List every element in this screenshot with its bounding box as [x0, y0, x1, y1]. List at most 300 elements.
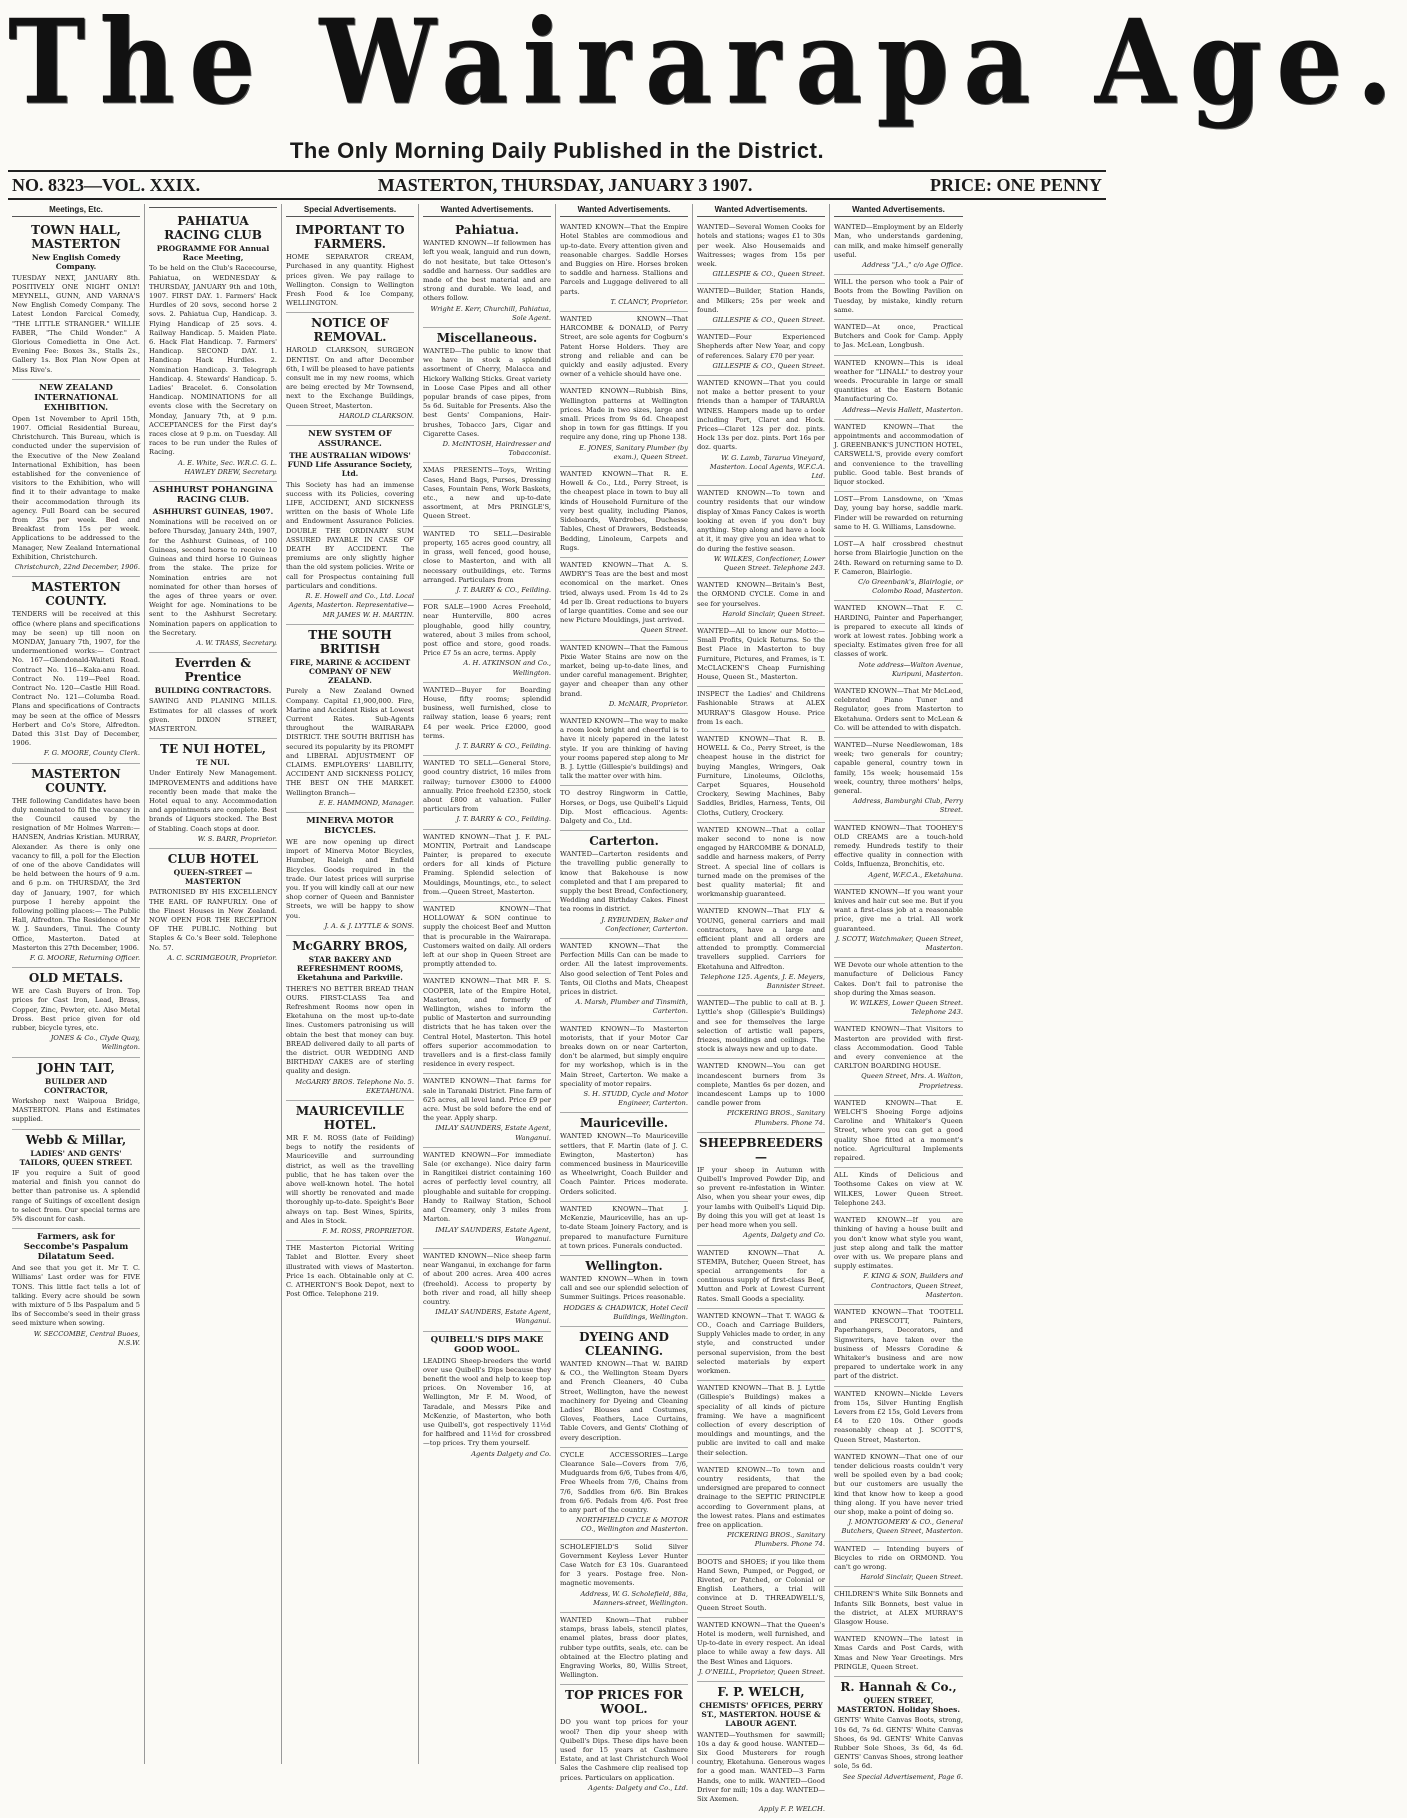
ad-body: WE are Cash Buyers of Iron. Top prices for Cast Iron, Lead, Brass, Copper, Zinc, Pewter, etc. Also Metal Dross. Best price given for old rubber, bicycle tyres, etc.: [12, 987, 140, 1033]
ad-signature: T. CLANCY, Proprietor.: [610, 297, 688, 306]
ad-signature: D. McINTOSH, Hairdresser and Tobacconist.: [442, 440, 551, 458]
ad-body: BOOTS and SHOES; if you like them Hand Sewn, Pumped, or Pegged, or Riveted, or Patched, or Colonial or English Leathers, a trial will convince at D. THREADWELL'S, Queen Street South.: [697, 1557, 825, 1612]
column-header: Wanted Advertisements.: [697, 204, 825, 217]
ad-body: WANTED—Nurse Needlewoman, 18s week; two generals for country; capable general, country town in family, 15s week; housemaid 15s week, country, three mothers' helps, general.: [834, 740, 963, 795]
advertisement: [423, 1148, 551, 1249]
ad-body: SAWING AND PLANING MILLS. Estimates for all classes of work given. DIXON STREET, MASTERTON.: [149, 697, 277, 733]
ad-body: WANTED KNOWN—That R. B. HOWELL & Co., Perry Street, is the cheapest house in the district for buying Mangles, Wringers, Oak Furniture, Linoleums, Oilcloths, Carpet Squares, Household Crockery, Sewing Machines, Baby Saddles, Bridles, Harness, Tents, Oil Cloths, Cutlery, Crockery.: [697, 734, 825, 817]
advertisement: [834, 1542, 963, 1588]
ad-body: THERE'S NO BETTER BREAD THAN OURS. FIRST-CLASS Tea and Refreshment Rooms now open in Eketahuna on the most up-to-date lines. Customers patronising us will obtain the best that money can buy. BREAD delivered daily to all parts of the district. OUR WEDDING AND BIRTHDAY CAKES are of sterling quality and design.: [286, 984, 414, 1076]
ad-body: WANTED KNOWN—Nice sheep farm near Wanganui, in exchange for farm of about 200 acres. Area 400 acres (freehold). Access to property by both river and road, all hilly sheep country.: [423, 1251, 551, 1306]
advertisement: [697, 823, 825, 905]
ad-body: LOST—A half crossbred chestnut horse from Blairlogie Junction on the 24th. Reward on returning same to D. F. Cameron, Blairlogie.: [834, 540, 963, 576]
ad-signature: W. WILKES, Confectioner, Lower Queen Street. Telephone 243.: [713, 554, 825, 572]
columns-container: [8, 204, 1106, 1814]
advertisement: [834, 1450, 963, 1542]
ad-signature: GILLESPIE & CO., Queen Street.: [712, 361, 825, 370]
advertisement: [834, 1022, 963, 1095]
advertisement: [697, 578, 825, 624]
ad-body: INSPECT the Ladies' and Childrens Fashionable Straws at ALEX MURRAY'S Glasgow House. Price from 1s each.: [697, 690, 825, 726]
ad-heading: MINERVA MOTOR BICYCLES.: [306, 815, 394, 836]
ad-body: WANTED KNOWN—That the Queen's Hotel is modern, well furnished, and Up-to-date in every respect. An ideal place to while away a few days. All the Best Wines and Liquors.: [697, 1620, 825, 1666]
ad-signature: HODGES & CHADWICK, Hotel Cecil Buildings, Wellington.: [563, 1303, 688, 1321]
ad-signature: E. E. HAMMOND, Manager.: [318, 798, 414, 807]
advertisement: [286, 1241, 414, 1303]
ad-heading: MASTERTON COUNTY.: [31, 766, 121, 795]
ad-body: WANTED KNOWN—If fellowmen has left you weak, languid and run down, do not hesitate, but take Otteson's saddle and harness. Our saddles are made of the best material and are strong and durable. We lead, and others follow.: [423, 239, 551, 303]
advertisement: [423, 527, 551, 600]
ad-signature: JONES & Co., Clyde Quay, Wellington.: [50, 1034, 140, 1052]
advertisement: [423, 220, 551, 328]
ad-heading: IMPORTANT TO FARMERS.: [295, 223, 405, 252]
ad-signature: J. MONTGOMERY & CO., General Butchers, Queen Street, Masterton.: [841, 1518, 963, 1536]
ad-body: TENDERS will be received at this office (where plans and specifications may be seen) up till noon on MONDAY, January 7th, 1907, for the undermentioned works:— Contract No. 167—Glendonald-Waiteti Road. Contract No. 116—Kaka-anu Road. Contract No. 119—Peel Road. Contract No. 120—Castle Hill Road. Contract No. 121—Columba Road. Plans and specifications of Contracts may be seen at the office of Messrs Herbert and Co's Store, Alfredton. Dated this 31st Day of December, 1906.: [12, 610, 140, 748]
ad-signature: See Special Advertisement, Page 6.: [842, 1772, 963, 1781]
advertisement: [697, 1555, 825, 1618]
ad-body: WANTED KNOWN—That Visitors to Masterton are provided with first-class Accommodation. Good Table and every convenience at the CARLTON BOARDING HOUSE.: [834, 1025, 963, 1071]
ad-body: WANTED KNOWN—That the Perfection Mills Can can be made to order. All the latest improvements. Also good selection of Tent Poles and Tents, Oil Cloths and Mats, Cheapest prices in district.: [560, 942, 688, 997]
advertisement: [560, 831, 688, 939]
dateline: [8, 170, 1106, 200]
ad-body: THE Masterton Pictorial Writing Tablet and Blotter. Every sheet illustrated with views of Masterton. Price 1s each. Obtainable only at C. C. ATHERTON'S Book Depot, next to Post Office. Telephone 219.: [286, 1244, 414, 1299]
ad-signature: PICKERING BROS., Sanitary Plumbers. Phone 74.: [727, 1531, 825, 1549]
ad-subheading: CHEMISTS' OFFICES, PERRY ST., MASTERTON. HOUSE & LABOUR AGENT.: [699, 1701, 823, 1729]
ad-signature: GILLESPIE & CO., Queen Street.: [712, 270, 825, 279]
ad-body: CYCLE ACCESSORIES—Large Clearance Sale—Covers from 7/6, Mudguards from 6/6, Tubes from 4/6, Free Wheels from 7/6, Chains from 7/6, Saddles from 6/6. Bin Brakes from 6/6. Pedals from 4/6. Post free to any part of the country.: [560, 1450, 688, 1514]
ad-body: WILL the person who took a Pair of Boots from the Bowling Pavilion on Tuesday, by mistake, kindly return same.: [834, 278, 963, 314]
ad-body: WANTED KNOWN—When in town call and see our splendid selection of Summer Suitings. Prices reasonable.: [560, 1274, 688, 1302]
advertisement: [834, 601, 963, 684]
advertisement: [423, 328, 551, 463]
ad-body: WANTED—Carterton residents and the travelling public generally to know that Bakehouse is now completed and that I am prepared to supply the best Bread, Confectionery, Wedding and Birthday Cakes. Finest tea rooms in district.: [560, 850, 688, 914]
ad-body: Nominations will be received on or before Thursday, January 24th, 1907, for the Ashhurst Guineas, of 100 Guineas, second horse to receive 10 Guineas and third horse 10 Guineas from the stake. The prize for Nomination entries are not nominated for other than horses of the ages of three years or over. Weight for age. Nominations to be sent to the Ashhurst Secretary. Nomination papers on application to the Secretary.: [149, 518, 277, 637]
ad-signature: E. JONES, Sanitary Plumber (by exam.), Queen Street.: [579, 443, 688, 461]
ad-signature: HAROLD CLARKSON.: [338, 411, 414, 420]
ad-body: WANTED KNOWN—That TOOHEY'S OLD CREAMS are a touch-hold remedy. Hundreds testify to their effective quality in connection with Colds, Influenza, Bronchitis, etc.: [834, 823, 963, 869]
ad-heading: NEW ZEALAND INTERNATIONAL EXHIBITION.: [34, 382, 118, 413]
ad-subheading: LADIES' AND GENTS' TAILORS, QUEEN STREET.: [19, 1148, 133, 1167]
ad-signature: R. E. Howell and Co., Ltd. Local Agents, Masterton. Representative—MR JAMES W. H. MARTIN.: [288, 592, 414, 619]
advertisement: [834, 1632, 963, 1677]
ad-body: HOME SEPARATOR CREAM, Purchased in any quantity. Highest prices given. We pay railage to Wellington. Consign to Wellington Fresh Food & Ice Company, WELLINGTON.: [286, 253, 414, 308]
advertisement: [697, 1463, 825, 1555]
column-header: Wanted Advertisements.: [834, 204, 963, 217]
advertisement: [560, 467, 688, 558]
ad-body: Open 1st November to April 15th, 1907. Official Residential Bureau, Christchurch. This Bureau, which is conducted under the supervision of the Executive of the New Zealand International Exhibition, has been established for the convenience of visitors to the Exhibition, who will find it to their advantage to make their accommodation through its agency. Full Board can be secured from 25s per week. Bed and Breakfast from 15s per week. Applications to be addressed to the Manager, New Zealand International Exhibition, Christchurch.: [12, 414, 140, 561]
advertisement: [834, 958, 963, 1022]
ad-signature: J. T. BARRY & CO., Feilding.: [456, 741, 551, 750]
ad-body: WANTED—All to know our Motto:— Small Profits, Quick Returns. So the Best Place in Masterton to buy Furniture, Pictures, and Frames, is T. McCLACKEN'S Cheap Furnishing House, Queen St., Masterton.: [697, 626, 825, 681]
ad-heading: NEW SYSTEM OF ASSURANCE.: [308, 429, 392, 450]
ad-body: LEADING Sheep-breeders the world over use Quibell's Dips because they benefit the wool and help to keep top prices. On November 16, at Wellington, Mr F. M. Wood, of Taradale, and Messrs Pike and McKenzie, of Masterton, who both use Quibell's, got respectively 11½d for halfbred and 11½d for crossbred—top prices. Try them yourself.: [423, 1356, 551, 1448]
ad-signature: S. H. STUDD, Cycle and Motor Engineer, Carterton.: [583, 1090, 688, 1108]
ad-body: WANTED KNOWN—That TOOTELL and PRESCOTT, Painters, Paperhangers, Decorators, and Signwriters, have taken over the business of Messrs Coradine & Whitaker's business and are now prepared to undertake work in any part of the district.: [834, 1307, 963, 1381]
ad-body: WANTED KNOWN—That the appointments and accommodation of J. GREENBANK'S JUNCTION HOTEL, CARSWELL'S, provide every comfort and convenience to the travelling public. Good table. Best brands of liquor stocked.: [834, 422, 963, 487]
advertisement: [286, 313, 414, 426]
ad-heading: ASHHURST POHANGINA RACING CLUB.: [152, 485, 274, 506]
ad-signature: Agent, W.F.C.A., Eketahuna.: [868, 870, 963, 879]
ad-body: WANTED KNOWN—That you could not make a better present to your friends than a hamper of TARARUA WINES. Hampers made up to order including Port, Claret and Hock. Prices—Claret 12s per doz. pints. Hock 13s per doz. pints. Port 16s per doz. quarts.: [697, 379, 825, 452]
ad-signature: Agents: Dalgety and Co., Ltd.: [588, 1783, 688, 1792]
advertisement: [560, 1685, 688, 1797]
ad-signature: A. E. White, Sec. W.R.C. G. L. HAWLEY DREW, Secretary.: [177, 458, 277, 476]
advertisement: [423, 600, 551, 683]
ad-body: WANTED KNOWN—That HARCOMBE & DONALD, of Perry Street, are sole agents for Cogburn's Patent Horse Holders. They are strong and reliable and can be quickly and easily adjusted. Every owner of a vehicle should have one.: [560, 315, 688, 379]
column-header: Special Advertisements.: [286, 204, 414, 217]
advertisement: [697, 996, 825, 1059]
advertisement: [834, 738, 963, 821]
column-1: [8, 204, 145, 1764]
ad-signature: F. G. MOORE, County Clerk.: [43, 749, 140, 758]
ad-body: WANTED KNOWN—Britain's Best, the ORMOND CYCLE. Come in and see for yourselves.: [697, 581, 825, 608]
ad-signature: Harold Sinclair, Queen Street.: [860, 1573, 963, 1582]
advertisement: [697, 220, 825, 284]
ad-body: IF you require a Suit of good material and finish you cannot do better than patronise us. A splendid range of Suitings of excellent design to select from. Our special terms are 5% discount for cash.: [12, 1169, 140, 1224]
ad-signature: W. SECCOMBE, Central Buoes, N.S.W.: [33, 1329, 140, 1347]
advertisement: [12, 968, 140, 1057]
ad-body: WANTED KNOWN—If you are thinking of having a house built and you don't know what style you want, just step along and talk the matter over with us. We prepare plans and supply estimates.: [834, 1216, 963, 1271]
advertisement: [834, 1213, 963, 1305]
ad-subheading: BUILDER AND CONTRACTOR,: [44, 1076, 108, 1095]
advertisement: [834, 320, 963, 356]
ad-signature: McGARRY BROS. Telephone No. 5. EKETAHUNA.: [295, 1077, 414, 1095]
advertisement: [560, 384, 688, 467]
ad-body: WANTED — Intending buyers of Bicycles to ride on ORMOND. You can't go wrong.: [834, 1544, 963, 1571]
ad-body: WANTED—Several Women Cooks for hotels and stations; wages £1 to 30s per week. Also Housemaids and Waitresses; wages from 15s per week.: [697, 223, 825, 269]
ad-signature: J. A. & J. LYTTLE & SONS.: [324, 921, 414, 930]
ad-signature: IMLAY SAUNDERS, Estate Agent, Wanganui.: [435, 1308, 551, 1326]
ad-body: WANTED—Employment by an Elderly Man, who understands gardening, can milk, and make himself generally useful.: [834, 223, 963, 259]
column-5: [556, 204, 693, 1792]
ad-signature: J. T. BARRY & CO., Feilding.: [456, 815, 551, 824]
advertisement: [286, 936, 414, 1101]
advertisement: [560, 220, 688, 312]
advertisement: [697, 376, 825, 486]
ad-body: Workshop next Waipoua Bridge, MASTERTON. Plans and Estimates supplied.: [12, 1097, 140, 1124]
ad-heading: Wellington.: [585, 1258, 663, 1273]
ad-signature: GILLESPIE & CO., Queen Street.: [712, 316, 825, 325]
ad-subheading: BUILDING CONTRACTORS.: [154, 686, 272, 696]
ad-signature: Wright E. Kerr, Churchill, Pahiatua, Sole Agent.: [430, 304, 551, 322]
ad-heading: MASTERTON COUNTY.: [31, 580, 121, 609]
ad-signature: A. H. ATKINSON and Co., Wellington.: [463, 659, 551, 677]
ad-body: PATRONISED BY HIS EXCELLENCY THE EARL OF RANFURLY. One of the Finest Houses in New Zealand. NOW OPEN FOR THE RECEPTION OF THE PUBLIC. Nothing but Staples & Co.'s Beer sold. Telephone No. 57.: [149, 888, 277, 952]
ad-signature: F. G. MOORE, Returning Officer.: [29, 954, 140, 962]
ad-signature: C/o Greenbank's, Blairlogie, or Colombo Road, Masterton.: [858, 577, 963, 596]
column-3: [282, 204, 419, 1764]
ad-signature: A. C. SCRIMGEOUR, Proprietor.: [167, 953, 277, 962]
ad-heading: OLD METALS.: [28, 971, 124, 986]
advertisement: [560, 1613, 688, 1685]
ad-signature: Address, Bamburghi Club, Perry Street.: [853, 797, 963, 815]
advertisement: [834, 1587, 963, 1632]
ad-body: WANTED KNOWN—That W. BAIRD & CO., the Wellington Steam Dyers and French Cleaners, 40 Cuba Street, Wellington, have the newest machinery for Dyeing and Cleaning Ladies' Blouses and Costumes, Gloves, Feathers, Lace Curtains, Table Covers, and Gents' Clothing of every description.: [560, 1359, 688, 1442]
ad-body: WANTED KNOWN—That FLY & YOUNG, general carriers and mail contractors, have a large and efficient plant and all orders are attended to promptly. Commercial travellers supplied. Carriers for Eketahuna and Alfredton.: [697, 907, 825, 971]
ad-body: ALL Kinds of Delicious and Toothsome Cakes on view at W. WILKES, Lower Queen Street. Telephone 243.: [834, 1171, 963, 1207]
ad-body: TO destroy Ringworm in Cattle, Horses, or Dogs, use Quibell's Liquid Dip. Most efficacious. Agents: Dalgety and Co., Ltd.: [560, 789, 688, 825]
advertisement: [560, 1202, 688, 1256]
ad-body: WANTED—Buyer for Boarding House, fifty rooms; splendid business, well furnished, close to railway station, lease 6 years; rent £4 per week. Price £2000, good terms.: [423, 685, 551, 740]
ad-signature: Apply F. P. WELCH.: [759, 1805, 825, 1814]
ad-heading: TOP PRICES FOR WOOL.: [565, 1688, 683, 1717]
ad-body: WANTED KNOWN—That B. J. Lyttle (Gillespie's Buildings) makes a speciality of all kinds of picture framing. We have a magnificent collection of every description of mouldings and mountings, and the public are invited to call and make their selection.: [697, 1384, 825, 1457]
advertisement: [560, 1022, 688, 1114]
advertisement: [697, 486, 825, 578]
ad-subheading: STAR BAKERY AND REFRESHMENT ROOMS, Eketahuna and Parkville.: [296, 954, 404, 983]
ad-subheading: ASHHURST GUINEAS, 1907.: [152, 507, 274, 517]
ad-body: WANTED KNOWN—That the Famous Pixie Water Stains are now on the market, being up-to-date lines, and under careful management. Brighter, gayer and cheaper than any other brand.: [560, 643, 688, 698]
advertisement: [423, 1249, 551, 1332]
ad-body: WANTED KNOWN—Nickle Levers from 15s, Silver Hunting English Levers from £2 15s, Gold Levers from £4 to £20 10s. Other goods reasonably cheap at J. SCOTT'S, Queen Street, Masterton.: [834, 1389, 963, 1444]
advertisement: [12, 577, 140, 763]
ad-signature: Address "J.A.," c/o Age Office.: [862, 261, 963, 270]
ad-signature: W. G. Lamb, Tararua Vineyard, Masterton. Local Agents, W.F.C.A. Ltd.: [709, 453, 825, 481]
ad-signature: A. Marsh, Plumber and Tinsmith, Carterton.: [575, 998, 688, 1016]
advertisement: [423, 683, 551, 756]
advertisement: [560, 786, 688, 831]
ad-subheading: THE AUSTRALIAN WIDOWS' FUND Life Assurance Society, Ltd.: [287, 451, 413, 479]
ad-body: WANTED KNOWN—For immediate Sale (or exchange). Nice dairy farm in Rangitikei district containing 160 acres of perfectly level country, all ploughable and suitable for cropping. Handy to Railway Station, School and Creamery, only 3 miles from Marton.: [423, 1150, 551, 1224]
ad-heading: R. Hannah & Co.,: [840, 1680, 957, 1695]
ad-signature: IMLAY SAUNDERS, Estate Agent, Wanganui.: [435, 1225, 551, 1243]
ad-heading: JOHN TAIT,: [37, 1060, 115, 1075]
advertisement: [834, 1677, 963, 1786]
advertisement: [697, 904, 825, 996]
advertisement: [697, 1133, 825, 1246]
advertisement: [834, 420, 963, 492]
advertisement: [560, 312, 688, 384]
ad-body: WE are now opening up direct import of Minerva Motor Bicycles, Humber, Raleigh and Enfield Bicycles. Goods required in the trade. Our latest prices will surprise you. If you will kindly call at our new shop corner of Queen and Bannister Streets, we will be happy to show you.: [286, 837, 414, 920]
advertisement: [834, 821, 963, 885]
ad-body: WANTED KNOWN—That a collar maker second to none is now engaged by HARCOMBE & DONALD, saddle and harness makers, of Perry Street. A special line of collars is turned made on the premises of the best quality material; fit and workmanship guaranteed.: [697, 825, 825, 899]
column-header: Meetings, Etc.: [12, 204, 140, 217]
ad-body: WANTED KNOWN—Rubbish Bins, Wellington patterns at Wellington prices. Made in two sizes, large and small. Prices from 9s 6d. Cheapest shop in town for gas fittings. If you require any done, ring up Phone 138.: [560, 387, 688, 442]
ad-body: WANTED KNOWN—You can get incandescent burners from 3s complete, Mantles 6s per dozen, and incandescent Lamps up to 1000 candle power from: [697, 1062, 825, 1108]
ad-body: WE Devote our whole attention to the manufacture of Delicious Fancy Cakes. Don't fail to patronise the shop during the Xmas season.: [834, 961, 963, 997]
ad-signature: Telephone 125. Agents, J. E. Meyers, Bannister Street.: [700, 972, 825, 991]
ad-body: XMAS PRESENTS—Toys, Writing Cases, Hand Bags, Purses, Dressing Cases, Fountain Pens, Work Baskets, etc., a new and up-to-date assortment, at Mrs PRINGLE'S, Queen Street.: [423, 466, 551, 521]
advertisement: [423, 1332, 551, 1463]
ad-signature: W. WILKES, Lower Queen Street. Telephone 243.: [849, 999, 963, 1017]
ad-body: DO you want top prices for your wool? Then dip your sheep with Quibell's Dips. These dips have been used for 15 years at Cashmere Estate, and at last Christchurch Wool Sales the Cashmere clip realised top prices. Particulars on application.: [560, 1718, 688, 1782]
ad-signature: W. S. BARR, Proprietor.: [197, 834, 277, 843]
ad-body: WANTED KNOWN—That E. WELCH'S Shoeing Forge adjoins Caroline and Whitaker's Queen Street, where you can get a good quality Shoe fitted at a moment's notice. Agricultural Implements repaired.: [834, 1098, 963, 1163]
ad-heading: F. P. WELCH,: [717, 1685, 805, 1700]
advertisement: [834, 1387, 963, 1450]
advertisement: [12, 1229, 140, 1352]
ad-signature: Christchurch, 22nd December, 1906.: [14, 563, 140, 572]
ad-heading: NOTICE OF REMOVAL.: [311, 316, 389, 345]
advertisement: [697, 1618, 825, 1682]
ad-signature: J. SCOTT, Watchmaker, Queen Street, Masterton.: [835, 934, 963, 953]
ad-heading: MAURICEVILLE HOTEL.: [295, 1104, 405, 1133]
ad-body: And see that you get it. Mr T. C. Williams' Last order was for FIVE TONS. This little fact tells a lot of talking. Every acre should be sown with mixture of 5 lbs Paspalum and 5 lbs of Seccombe's seed in their grass seed mixture when sowing.: [12, 1264, 140, 1328]
advertisement: [560, 1256, 688, 1327]
ad-body: WANTED KNOWN—To town and country residents that our window display of Xmas Fancy Cakes is worth looking at even if you don't buy anything. Step along and have a look at it, it may give you an idea what to do during the festive season.: [697, 489, 825, 553]
ad-signature: Agents Dalgety and Co.: [471, 1449, 551, 1458]
ad-heading: Miscellaneous.: [436, 331, 538, 346]
advertisement: [697, 732, 825, 823]
tagline: The Only Morning Daily Published in the District.: [289, 138, 825, 163]
column-header: Wanted Advertisements.: [423, 204, 551, 217]
advertisement: [560, 1540, 688, 1613]
advertisement: [834, 537, 963, 601]
ad-signature: Address, W. G. Scholefield, 88a, Manners-street, Wellington.: [580, 1589, 688, 1607]
advertisement: [834, 356, 963, 420]
ad-body: TUESDAY NEXT, JANUARY 8th. POSITIVELY ONE NIGHT ONLY! MEYNELL, GUNN, AND VARNA'S New English Comedy Company. The Latest London Farcical Comedy, "THE LITTLE STRANGER." WILLIE FABER, "The Child Wonder." A Glorious Comedietta in One Act. Evening Fee: Boxes 3s., Stalls 2s., Gallery 1s. Box Plan Now Open at Miss Rive's.: [12, 273, 140, 374]
ad-signature: F. M. ROSS, PROPRIETOR.: [322, 1227, 414, 1236]
advertisement: [560, 641, 688, 714]
ad-body: MR F. M. ROSS (late of Feilding) begs to notify the residents of Mauriceville and surrounding district, as well as the travelling public, that he has taken over the above well-known hotel. The hotel will shortly be renovated and made thoroughly up-to-date. Speight's Beer always on tap. Best Wines, Spirits, and Ales in Stock.: [286, 1134, 414, 1225]
ad-body: GENTS' White Canvas Boots, strong, 10s 6d, 7s 6d. GENTS' White Canvas Shoes, 6s 9d. GENTS' White Canvas Rubber Sole Shoes, 3s 6d, 4s 6d. GENTS' Canvas Shoes, strong leather sole, 5s 6d.: [834, 1716, 963, 1771]
ad-heading: Mauriceville.: [579, 1116, 669, 1131]
advertisement: [697, 1059, 825, 1132]
ad-subheading: TE NUI.: [196, 758, 230, 768]
issue-number: NO. 8323—VOL. XXIX.: [12, 174, 201, 195]
advertisement: [12, 1058, 140, 1130]
advertisement: [697, 330, 825, 376]
ad-heading: TOWN HALL, MASTERTON: [31, 223, 121, 252]
ad-body: FOR SALE—1900 Acres Freehold, near Hunterville, 800 acres ploughable, good hilly country, watered, about 3 miles from school, post office and store, good roads. Price £7 5s an acre, terms. Apply: [423, 603, 551, 658]
advertisement: [423, 463, 551, 526]
ad-heading: Farmers, ask for Seccombe's Paspalum Dilatatum Seed.: [23, 1232, 129, 1263]
ad-signature: IMLAY SAUNDERS, Estate Agent, Wanganui.: [435, 1124, 551, 1142]
ad-body: WANTED KNOWN—That farms for sale in Taranaki District. Fine farm of 625 acres, all level land. Price £9 per acre. Must be sold before the end of the year. Apply sharp.: [423, 1077, 551, 1123]
column-4: [419, 204, 556, 1764]
ad-body: WANTED KNOWN—If you want your knives and hair cut see me. But if you want a first-class job at a reasonable price, give me a trial. All work guaranteed.: [834, 887, 963, 933]
column-2: [145, 204, 282, 1764]
ad-signature: F. KING & SON, Builders and Contractors, Queen Street, Masterton.: [863, 1272, 963, 1299]
ad-body: This Society has had an immense success with its Policies, covering LIFE, ACCIDENT, AND SICKNESS written on the basis of Whole Life and Endowment Assurance Policies. DOUBLE THE ORDINARY SUM ASSURED PAYABLE IN CASE OF DEATH BY ACCIDENT. The premiums are only slightly higher than the old system policies. Write or call for Prospectus containing full particulars and conditions.: [286, 480, 414, 590]
advertisement: [834, 1305, 963, 1387]
advertisement: [12, 220, 140, 380]
advertisement: [149, 849, 277, 967]
ad-body: WANTED TO SELL—General Store, good country district, 16 miles from railway; turnover £3000 to £4000 annually. Price freehold £2350, stock about £800 at valuation. Fuller particulars from: [423, 759, 551, 814]
advertisement: [12, 380, 140, 577]
ad-heading: Pahiatua.: [455, 223, 519, 238]
ad-subheading: FIRE, MARINE & ACCIDENT COMPANY OF NEW ZEALAND.: [289, 657, 411, 686]
ad-body: WANTED KNOWN—That A. S. AWDRY'S Teas are the best and most economical on the market. Ones tried, always used. From 1s 4d to 2s 4d per lb. Great reductions to buyers of large quantities. Come and see our new Picture Mouldings, just arrived.: [560, 560, 688, 625]
ad-heading: QUIBELL'S DIPS MAKE GOOD WOOL.: [430, 1334, 544, 1355]
ad-subheading: PROGRAMME FOR Annual Race Meeting,: [156, 244, 270, 263]
ad-body: WANTED KNOWN—The way to make a room look bright and cheerful is to have it nicely papered in the latest style. If you are thinking of having your rooms papered step along to Mr B. J. Lyttle (Gillespie's buildings) and talk the matter over with him.: [560, 716, 688, 781]
ad-body: Under Entirely New Management. IMPROVEMENTS and additions have recently been made that make the Hotel equal to any. Accommodation and appointments are complete. Best brands of Liquors stocked. The Best of Stabling. Coach stops at door.: [149, 769, 277, 833]
advertisement: [560, 1327, 688, 1448]
ad-body: WANTED KNOWN—To town and country residents, that the undersigned are prepared to connect drainage to the SEPTIC PRINCIPLE according to Government plans, at the lowest rates. Plans and estimates free on application.: [697, 1465, 825, 1529]
column-header: [149, 204, 277, 208]
ad-heading: THE SOUTH BRITISH: [308, 627, 392, 656]
ad-signature: J. O'NEILL, Proprietor, Queen Street.: [698, 1667, 825, 1676]
ad-body: WANTED Known—That rubber stamps, brass labels, stencil plates, enamel plates, brass door plates, rubber type outfits, seals, etc. can be obtained at the Electro plating and Engraving Works, 80, Willis Street, Wellington.: [560, 1616, 688, 1680]
ad-body: To be held on the Club's Racecourse, Pahiatua, on WEDNESDAY & THURSDAY, JANUARY 9th and 10th, 1907. FIRST DAY. 1. Farmers' Hack Hurdles of 20 sovs, second horse 2 sovs. 2. Pahiatua Cup, Handicap. 3. Flying Handicap of 25 sovs. 4. Railway Handicap. 5. Maiden Plate. 6. Hack Flat Handicap. 7. Farmers' Handicap. SECOND DAY. 1. Handicap Hack Hurdles. 2. Nomination Handicap. 3. Telegraph Handicap. 4. Stewards' Handicap. 5. Ladies' Bracelet. 6. Consolation Handicap. NOMINATIONS for all events close with the Secretary on Monday, January 7th, at 9 p.m. ACCEPTANCES for the First day's races close at 9 p.m. on Tuesday. All races to be run under the Rules of Racing.: [149, 264, 277, 457]
ad-body: HAROLD CLARKSON, SURGEON DENTIST. On and after December 6th, I will be pleased to have patients consult me in my new rooms, which are being erected by Mr Townsend, next to the Exchange Buildings, Queen Street, Masterton.: [286, 346, 414, 410]
ad-body: WANTED KNOWN—The latest in Xmas Cards and Post Cards, with Xmas and New Year Greetings. Mrs PRINGLE, Queen Street.: [834, 1635, 963, 1671]
ad-signature: Queen Street.: [640, 626, 688, 635]
advertisement: [834, 885, 963, 958]
advertisement: [423, 902, 551, 974]
ad-signature: Harold Sinclair, Queen Street.: [722, 609, 825, 618]
place-date: MASTERTON, THURSDAY, JANUARY 3 1907.: [377, 174, 753, 195]
ad-body: WANTED KNOWN—This is ideal weather for "LINALL" to destroy your weeds. Procurable in large or small quantities at the Eastern Botanic Manufacturing Co.: [834, 358, 963, 404]
ad-body: LOST—From Lansdowne, on 'Xmas Day, young bay horse, saddle mark. Finder will be rewarded on returning same to H. G. Williams, Lansdowne.: [834, 495, 963, 531]
ad-heading: CLUB HOTEL: [167, 851, 259, 866]
ad-heading: Carterton.: [589, 834, 659, 849]
advertisement: [560, 1448, 688, 1540]
ad-signature: Note address—Walton Avenue, Kuripuni, Masterton.: [858, 660, 963, 678]
ad-heading: Webb & Millar,: [25, 1132, 127, 1147]
ad-body: WANTED KNOWN—That J. F. PAL-MONTIN, Portrait and Landscape Painter, is prepared to execute orders for all kinds of Picture Framing. Splendid selection of Mouldings, Mountings, etc., to select from.—Queen Street, Masterton.: [423, 832, 551, 896]
advertisement: [423, 974, 551, 1074]
advertisement: [149, 211, 277, 482]
advertisement: [286, 426, 414, 625]
advertisement: [697, 1682, 825, 1818]
ad-signature: Queen Street, Mrs. A. Walton, Proprietress.: [861, 1072, 963, 1090]
advertisement: [423, 830, 551, 902]
ad-body: WANTED—Four Experienced Shepherds after New Year, and copy of references. Salary £70 per year.: [697, 333, 825, 360]
ad-body: WANTED KNOWN—To Mauriceville settlers, that F. Martin (late of J. C. Ewington, Masterton) has commenced business in Mauriceville as Wheelwright, Coach Builder and Coach Painter. Prices moderate. Orders solicited.: [560, 1132, 688, 1196]
ad-body: WANTED KNOWN—That J. McKenzie, Mauriceville, has an up-to-date Steam Joinery Factory, and is prepared to manufacture Furniture at town prices. Funerals conducted.: [560, 1204, 688, 1250]
ad-body: WANTED KNOWN—That A. STEMPA, Butcher, Queen Street, has special arrangements for a continuous supply of first-class Beef, Mutton and Pork at Lowest Current Rates. Small Goods a speciality.: [697, 1248, 825, 1303]
advertisement: [834, 684, 963, 738]
advertisement: [834, 1168, 963, 1213]
ad-signature: D. McNAIR, Proprietor.: [608, 699, 688, 708]
advertisement: [834, 275, 963, 320]
ad-heading: TE NUI HOTEL,: [160, 742, 266, 757]
masthead: [8, 0, 1407, 136]
ad-signature: Agents, Dalgety and Co.: [743, 1231, 825, 1240]
ad-body: WANTED—The public to know that we have in stock a splendid assortment of Cherry, Malacca and Hickory Walking Sticks. Great variety in Loose Case Pipes and all other popular brands of case pipes, from 5s 6d. Suitable for Presents. Also the best Gents' Companions, Hair-brushes, Tobacco Jars, Cigar and Cigarette Cases.: [423, 347, 551, 438]
advertisement: [286, 625, 414, 813]
ad-body: WANTED KNOWN—That the Empire Hotel Stables are commodious and up-to-date. Every attention given and reasonable charges. Saddle Horses and Buggies on Hire. Horses broken to saddle and harness. Stallions and Parcels and Luggage delivered to all parts.: [560, 223, 688, 296]
ad-signature: J. RYBUNDEN, Baker and Confectioner, Carterton.: [601, 915, 688, 933]
ad-body: WANTED—Youthsmen for sawmill; 10s a day & good house. WANTED—Six Good Musterers for rough country, Eketahuna. Generous wages for a good man. WANTED—3 Farm Hands, one to milk. WANTED—Good Driver for mill; 10s a day. WANTED—Six Axemen.: [697, 1730, 825, 1804]
ad-subheading: QUEEN STREET, MASTERTON. Holiday Shoes.: [837, 1696, 960, 1715]
ad-body: THE following Candidates have been duly nominated to fill the vacancy in the Council caused by the resignation of Mr Holmes Warren:— HANSEN, Andrias Kristian. MURRAY, Alexander. As there is only one vacancy to fill, a poll for the Election of one of the above Candidates will be held between the hours of 9 a.m. and 6 p.m. on THURSDAY, the 3rd day of January, 1907, for which purpose I hereby appoint the following polling places:— The Public Hall, Alfredton. The Residence of Mr W. J. Saunders, Tinui. The County Office, Masterton. Dated at Masterton this 27th December, 1906.: [12, 796, 140, 952]
ad-body: WANTED—At once, Practical Butchers and Cook for Camp. Apply to Jas. McLean, Longbush.: [834, 323, 963, 350]
ad-body: WANTED TO SELL—Desirable property, 165 acres good country, all in grass, well fenced, good house, close to Masterton, and with all necessary outbuildings, etc. Terms arranged. Particulars from: [423, 529, 551, 584]
ad-subheading: New English Comedy Company.: [31, 253, 121, 272]
ad-heading: Everrden & Prentice: [174, 656, 252, 685]
advertisement: [12, 1130, 140, 1230]
ad-heading: PAHIATUA RACING CLUB: [164, 214, 262, 242]
advertisement: [697, 1309, 825, 1381]
ad-body: WANTED KNOWN—That R. E. Howell & Co., Ltd., Perry Street, is the cheapest place in town to buy all kinds of Household Furniture of the very best quality, including Pianos, Sideboards, Wardrobes, Duchesse Tables, Chest of Drawers, Bedsteads, Bedding, Linoleum, Carpets and Rugs.: [560, 470, 688, 552]
advertisement: [834, 492, 963, 537]
column-6: [693, 204, 830, 1814]
ad-subheading: QUEEN-STREET — MASTERTON: [173, 867, 253, 887]
advertisement: [286, 220, 414, 313]
advertisement: [834, 220, 963, 275]
advertisement: [149, 653, 277, 739]
advertisement: [149, 482, 277, 653]
advertisement: [560, 1113, 688, 1201]
ad-body: WANTED KNOWN—That T. WAGG & CO., Coach and Carriage Builders, Supply Vehicles made to order, in any style, and constructed under personal supervision, from the best selected materials by expert workmen.: [697, 1311, 825, 1375]
advertisement: [12, 764, 140, 969]
advertisement: [423, 756, 551, 829]
column-header: Wanted Advertisements.: [560, 204, 688, 217]
ad-body: IF your sheep in Autumn with Quibell's Improved Powder Dip, and so prevent re-infestation in Winter. Also, when you shear your ewes, dip your lambs with Quibell's Liquid Dip. By doing this you will get at least 1s per head more when you sell.: [697, 1165, 825, 1230]
advertisement: [697, 624, 825, 687]
ad-body: WANTED—The public to call at B. J. Lyttle's shop (Gillespie's Buildings) and see for themselves the large selection of artistic wall papers, friezes, mouldings and ceilings. The stock is always new and up to date.: [697, 999, 825, 1054]
ad-body: WANTED KNOWN—That HOLLOWAY & SON continue to supply the choicest Beef and Mutton that is procurable in the Wairarapa. Customers waited on daily. All orders left at our shop in Queen Street are promptly attended to.: [423, 905, 551, 969]
price: PRICE: ONE PENNY: [929, 174, 1102, 195]
ad-body: Purely a New Zealand Owned Company. Capital £1,900,000. Fire, Marine and Accident Risks at Lowest Current Rates. Sub-Agents throughout the WAIRARAPA DISTRICT. THE SOUTH BRITISH has secured its popularity by its PROMPT and LIBERAL ADJUSTMENT OF CLAIMS. EMPLOYERS' LIABILITY, ACCIDENT AND SICKNESS POLICY, THE BEST ON THE MARKET. Wellington Branch—: [286, 687, 414, 797]
advertisement: [697, 1246, 825, 1309]
ad-body: WANTED KNOWN—That Mr McLeod, celebrated Piano Tuner and Regulator, goes from Masterton to Eketahuna. Orders sent to McLean & Co. will be attended to with dispatch.: [834, 686, 963, 732]
advertisement: [560, 714, 688, 786]
ad-body: CHILDREN'S White Silk Bonnets and Infants Silk Bonnets, best value in the district, at ALEX MURRAY'S Glasgow House.: [834, 1590, 963, 1627]
ad-body: WANTED KNOWN—That one of our tender delicious roasts couldn't very well be spoiled even by a bad cook; but our customers are usually the kind that know how to keep a good thing along. If you have never tried our shop, make a point of doing so.: [834, 1452, 963, 1516]
